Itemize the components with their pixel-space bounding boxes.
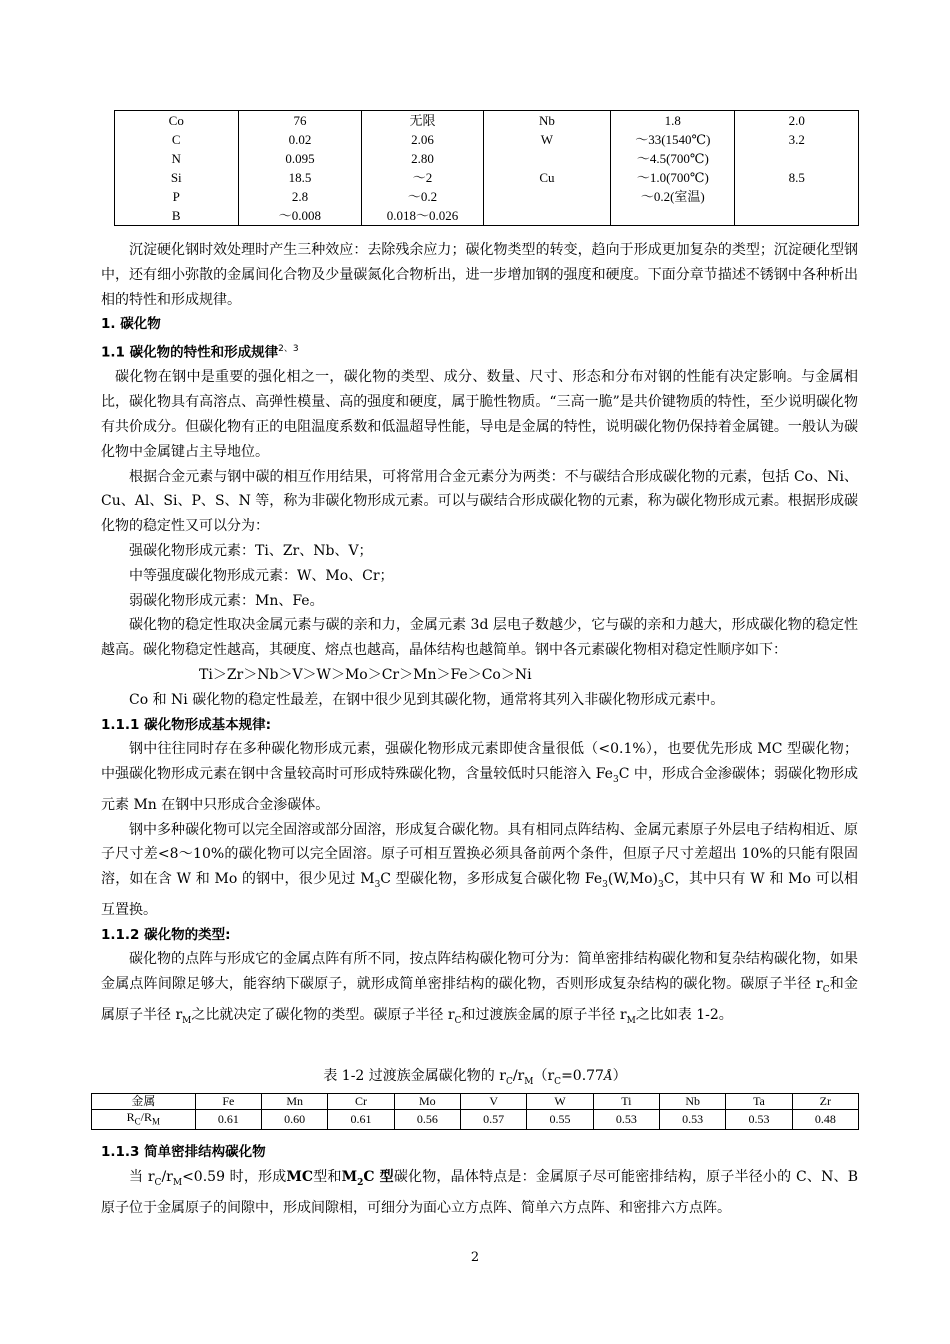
text-run: =0.77 <box>561 1068 604 1084</box>
subscript: M <box>152 1116 161 1127</box>
cell-line <box>484 187 610 206</box>
cell-line <box>735 206 858 225</box>
text-run: 和过渡族金属的原子半径 r <box>461 1006 627 1023</box>
metal-cell: V <box>461 1094 527 1110</box>
paragraph-solid-solution <box>101 818 858 923</box>
ratio-cell: 0.60 <box>262 1110 328 1130</box>
text-run: <0.59 时，形成 <box>182 1169 287 1185</box>
table-row-metals <box>92 1094 859 1110</box>
weak-formers: 弱碳化物形成元素：Mn、Fe。 <box>129 592 324 609</box>
table-row-ratios <box>92 1110 859 1130</box>
radius-ratio-table <box>91 1093 859 1130</box>
cell-line: 0.018～0.026 <box>386 208 459 223</box>
ratio-cell: 0.56 <box>394 1110 460 1130</box>
subscript: C <box>154 1177 162 1188</box>
cell-line: Cu <box>539 170 555 185</box>
metal-cell: Ta <box>726 1094 792 1110</box>
unit-angstrom: Å <box>603 1069 613 1083</box>
cell-line: N <box>171 151 181 166</box>
subscript: M <box>182 1015 192 1026</box>
ratio-label <box>92 1110 196 1130</box>
ratio-cell: 0.53 <box>593 1110 659 1130</box>
bold-term: MC <box>286 1169 314 1185</box>
heading-simple-carbides: 1.1.3 简单密排结构碳化物 <box>101 1144 266 1160</box>
text-run: 钢中往往同时存在多种碳化物形成元素，强碳化物形成元素即使含量很低（<0.1%），也要优先形成 MC 型碳化物；中强碳化物形成元素在钢中含量较高时可形成特殊碳化物，含量较低时只能溶入 Fe <box>101 741 858 783</box>
cell-line: 1.8 <box>664 113 681 128</box>
cell-line: Nb <box>538 113 555 128</box>
heading-formation-rules: 1.1.1 碳化物形成基本规律: <box>101 716 272 733</box>
paragraph-properties: 碳化物在钢中是重要的强化相之一，碳化物的类型、成分、数量、尺寸、形态和分布对钢的性能有决定影响。与金属相比，碳化物具有高溶点、高弹性模量、高的强度和硬度，属于脆性物质。“三高一脆”是共价键物质的特性，至少说明碳化物有共价成分。但碳化物有正的电阻温度系数和低温超导性能，导电是金属的特性，说明碳化物仍保持着金属键。一般认为碳化物中金属键占主导地位。 <box>101 369 858 460</box>
text-run: C 中，形成合金渗碳体；弱碳化物形成元素 Mn 在钢中只形成合金渗碳体。 <box>101 766 858 813</box>
cell-line: ～4.5(700℃) <box>636 151 709 166</box>
text-run: C 型碳化物，多形成复合碳化物 Fe <box>380 871 603 888</box>
bottom-text <box>101 1140 858 1221</box>
metal-cell: Nb <box>659 1094 725 1110</box>
text-run: (W,Mo) <box>607 871 658 888</box>
solubility-table <box>114 110 859 226</box>
paragraph-simple <box>101 1165 858 1221</box>
ratio-cell: 0.53 <box>659 1110 725 1130</box>
paragraph-intro: 沉淀硬化钢时效处理时产生三种效应：去除残余应力；碳化物类型的转变，趋向于形成更加复杂的类型；沉淀硬化型钢中，还有细小弥散的金属间化合物及少量碳氮化合物析出，进一步增加钢的强度和硬度。下面分章节描述不锈钢中各种析出相的特性和形成规律。 <box>101 242 858 308</box>
metal-cell: Mo <box>394 1094 460 1110</box>
metal-cell: Cr <box>328 1094 394 1110</box>
table-cell <box>362 111 483 226</box>
text-run: /R <box>140 1110 153 1124</box>
text-run: 表 1-2 过渡族金属碳化物的 r <box>323 1068 506 1084</box>
cell-line: ～2 <box>412 170 433 185</box>
stability-sequence: Ti＞Zr＞Nb＞V＞W＞Mo＞Cr＞Mn＞Fe＞Co＞Ni <box>199 667 532 684</box>
cell-line: C <box>171 132 181 147</box>
cell-line: 8.5 <box>788 170 805 185</box>
subscript: C <box>822 985 830 995</box>
ratio-cell: 0.53 <box>726 1110 792 1130</box>
table-cell <box>611 111 735 226</box>
text-run: ） <box>612 1068 627 1084</box>
metal-cell: Fe <box>195 1094 261 1110</box>
cell-line <box>484 206 610 225</box>
cell-line: 2.80 <box>411 151 434 166</box>
paragraph-co-ni: Co 和 Ni 碳化物的稳定性最差，在钢中很少见到其碳化物，通常将其列入非碳化物形成元素中。 <box>129 691 725 708</box>
cell-line: 2.0 <box>788 113 805 128</box>
cell-line: 76 <box>293 113 307 128</box>
text-run: 碳化物的点阵与形成它的金属点阵有所不同，按点阵结构碳化物可分为：简单密排结构碳化物和复杂结构碳化物，如果金属点阵间隙足够大，能容纳下碳原子，就形成简单密排结构的碳化物，否则形成复杂结构的碳化物。碳原子半径 r <box>101 951 858 993</box>
strong-formers: 强碳化物形成元素：Ti、Zr、Nb、V； <box>129 543 373 560</box>
cell-line <box>611 206 734 225</box>
cell-line: 18.5 <box>288 170 312 185</box>
subscript: 3 <box>612 775 619 786</box>
subscript: 3 <box>602 880 608 891</box>
cell-line: ～0.008 <box>278 208 322 223</box>
heading-text: 1.1 碳化物的特性和形成规律 <box>101 344 279 361</box>
paragraph-formation <box>101 737 858 817</box>
metal-cell: W <box>527 1094 593 1110</box>
paragraph-stability: 碳化物的稳定性取决金属元素与碳的亲和力，金属元素 3d 层电子数越少，它与碳的亲和力越大，形成碳化物的稳定性越高。碳化物稳定性越高，其硬度、熔点也越高，晶体结构也越简单。钢中各元素碳化物相对稳定性顺序如下： <box>101 617 858 659</box>
paragraph-types <box>101 947 858 1033</box>
cell-line: 无限 <box>409 113 436 128</box>
subscript: C <box>454 1015 462 1026</box>
cell-line <box>484 149 610 168</box>
heading-carbide-properties <box>101 337 858 365</box>
cell-line: 0.095 <box>285 151 315 166</box>
solubility-table-body <box>115 111 859 226</box>
cell-line: 3.2 <box>788 132 805 147</box>
text-run: C，其中只有 W 和 Mo 可以相互置换。 <box>101 871 858 918</box>
text-run: 碳化物，晶体特点是：金属原子尽可能密排结构，原子半径小的 C、N、B 原子位于金属原子的间隙中，形成间隙相，可细分为面心立方点阵、简单六方点阵、和密排六方点阵。 <box>101 1169 859 1216</box>
table-cell <box>115 111 239 226</box>
reference-mark: 2、3 <box>278 344 299 355</box>
cell-line: Co <box>168 113 184 128</box>
cell-line: ～33(1540℃) <box>635 132 711 147</box>
table-cell <box>483 111 610 226</box>
bold-term <box>341 1169 394 1188</box>
text-run: 当 r <box>129 1169 155 1185</box>
text-run: 钢中多种碳化物可以完全固溶或部分固溶，形成复合碳化物。具有相同点阵结构、金属元素原子外层电子结构相近、原子尺寸差<8～10%的碳化物可以完全固溶。原子可相互置换必须具备前两个条件，但原子尺寸差超出 10%的只能有限固溶，如在含 W 和 Mo 的钢中，很少见过 M <box>101 821 858 888</box>
cell-line <box>735 149 858 168</box>
subscript: 3 <box>657 880 664 891</box>
subscript: C <box>505 1076 513 1087</box>
cell-line: 2.8 <box>291 189 309 204</box>
subscript: M <box>172 1177 183 1188</box>
text-run: R <box>126 1110 135 1124</box>
ratio-cell: 0.57 <box>461 1110 527 1130</box>
ratio-cell: 0.48 <box>792 1110 858 1130</box>
subscript: C <box>134 1116 141 1127</box>
ratio-cell: 0.61 <box>328 1110 394 1130</box>
ratio-cell: 0.61 <box>195 1110 261 1130</box>
main-text <box>101 238 858 1033</box>
text-run: 之比如表 1-2。 <box>635 1006 733 1023</box>
text-run: 型和 <box>313 1169 342 1185</box>
cell-line: ～1.0(700℃) <box>636 170 709 185</box>
ratio-cell: 0.55 <box>527 1110 593 1130</box>
cell-line: ～0.2(室温) <box>640 189 705 204</box>
text-run: C 型 <box>363 1169 394 1185</box>
table-caption <box>0 1065 950 1087</box>
cell-line: P <box>172 189 180 204</box>
text-run: M <box>341 1169 358 1185</box>
subscript: 3 <box>374 880 381 891</box>
medium-formers: 中等强度碳化物形成元素：W、Mo、Cr； <box>129 567 394 584</box>
header-label: 金属 <box>92 1094 196 1110</box>
metal-cell: Mn <box>262 1094 328 1110</box>
table-cell <box>735 111 859 226</box>
table-cell <box>238 111 362 226</box>
cell-line: W <box>540 132 554 147</box>
text-run: /r <box>512 1068 525 1084</box>
table-row <box>115 111 859 226</box>
subscript: M <box>524 1076 534 1087</box>
metal-cell: Zr <box>792 1094 858 1110</box>
text-run: （r <box>533 1068 555 1084</box>
cell-line <box>735 187 858 206</box>
paragraph-classification: 根据合金元素与钢中碳的相互作用结果，可将常用合金元素分为两类：不与碳结合形成碳化物的元素，包括 Co、Ni、Cu、Al、Si、P、S、N 等，称为非碳化物形成元素。可以与碳结合形成碳化物的元素，称为碳化物形成元素。根据形成碳化物的稳定性又可以分为： <box>101 468 858 535</box>
subscript: C <box>554 1076 562 1087</box>
text-run: /r <box>161 1169 173 1185</box>
cell-line: 0.02 <box>288 132 312 147</box>
subscript: M <box>626 1015 636 1026</box>
metal-cell: Ti <box>593 1094 659 1110</box>
page-number: 2 <box>470 1250 480 1265</box>
cell-line: 2.06 <box>411 132 434 147</box>
cell-line: ～0.2 <box>407 189 438 204</box>
text-run: 之比就决定了碳化物的类型。碳原子半径 r <box>191 1006 455 1023</box>
subscript: 2 <box>357 1177 364 1188</box>
cell-line: Si <box>170 170 182 185</box>
text-run: 和金属原子半径 r <box>101 976 859 1023</box>
cell-line: B <box>171 208 181 223</box>
heading-carbides: 1. 碳化物 <box>101 316 161 333</box>
heading-carbide-types: 1.1.2 碳化物的类型: <box>101 926 231 943</box>
